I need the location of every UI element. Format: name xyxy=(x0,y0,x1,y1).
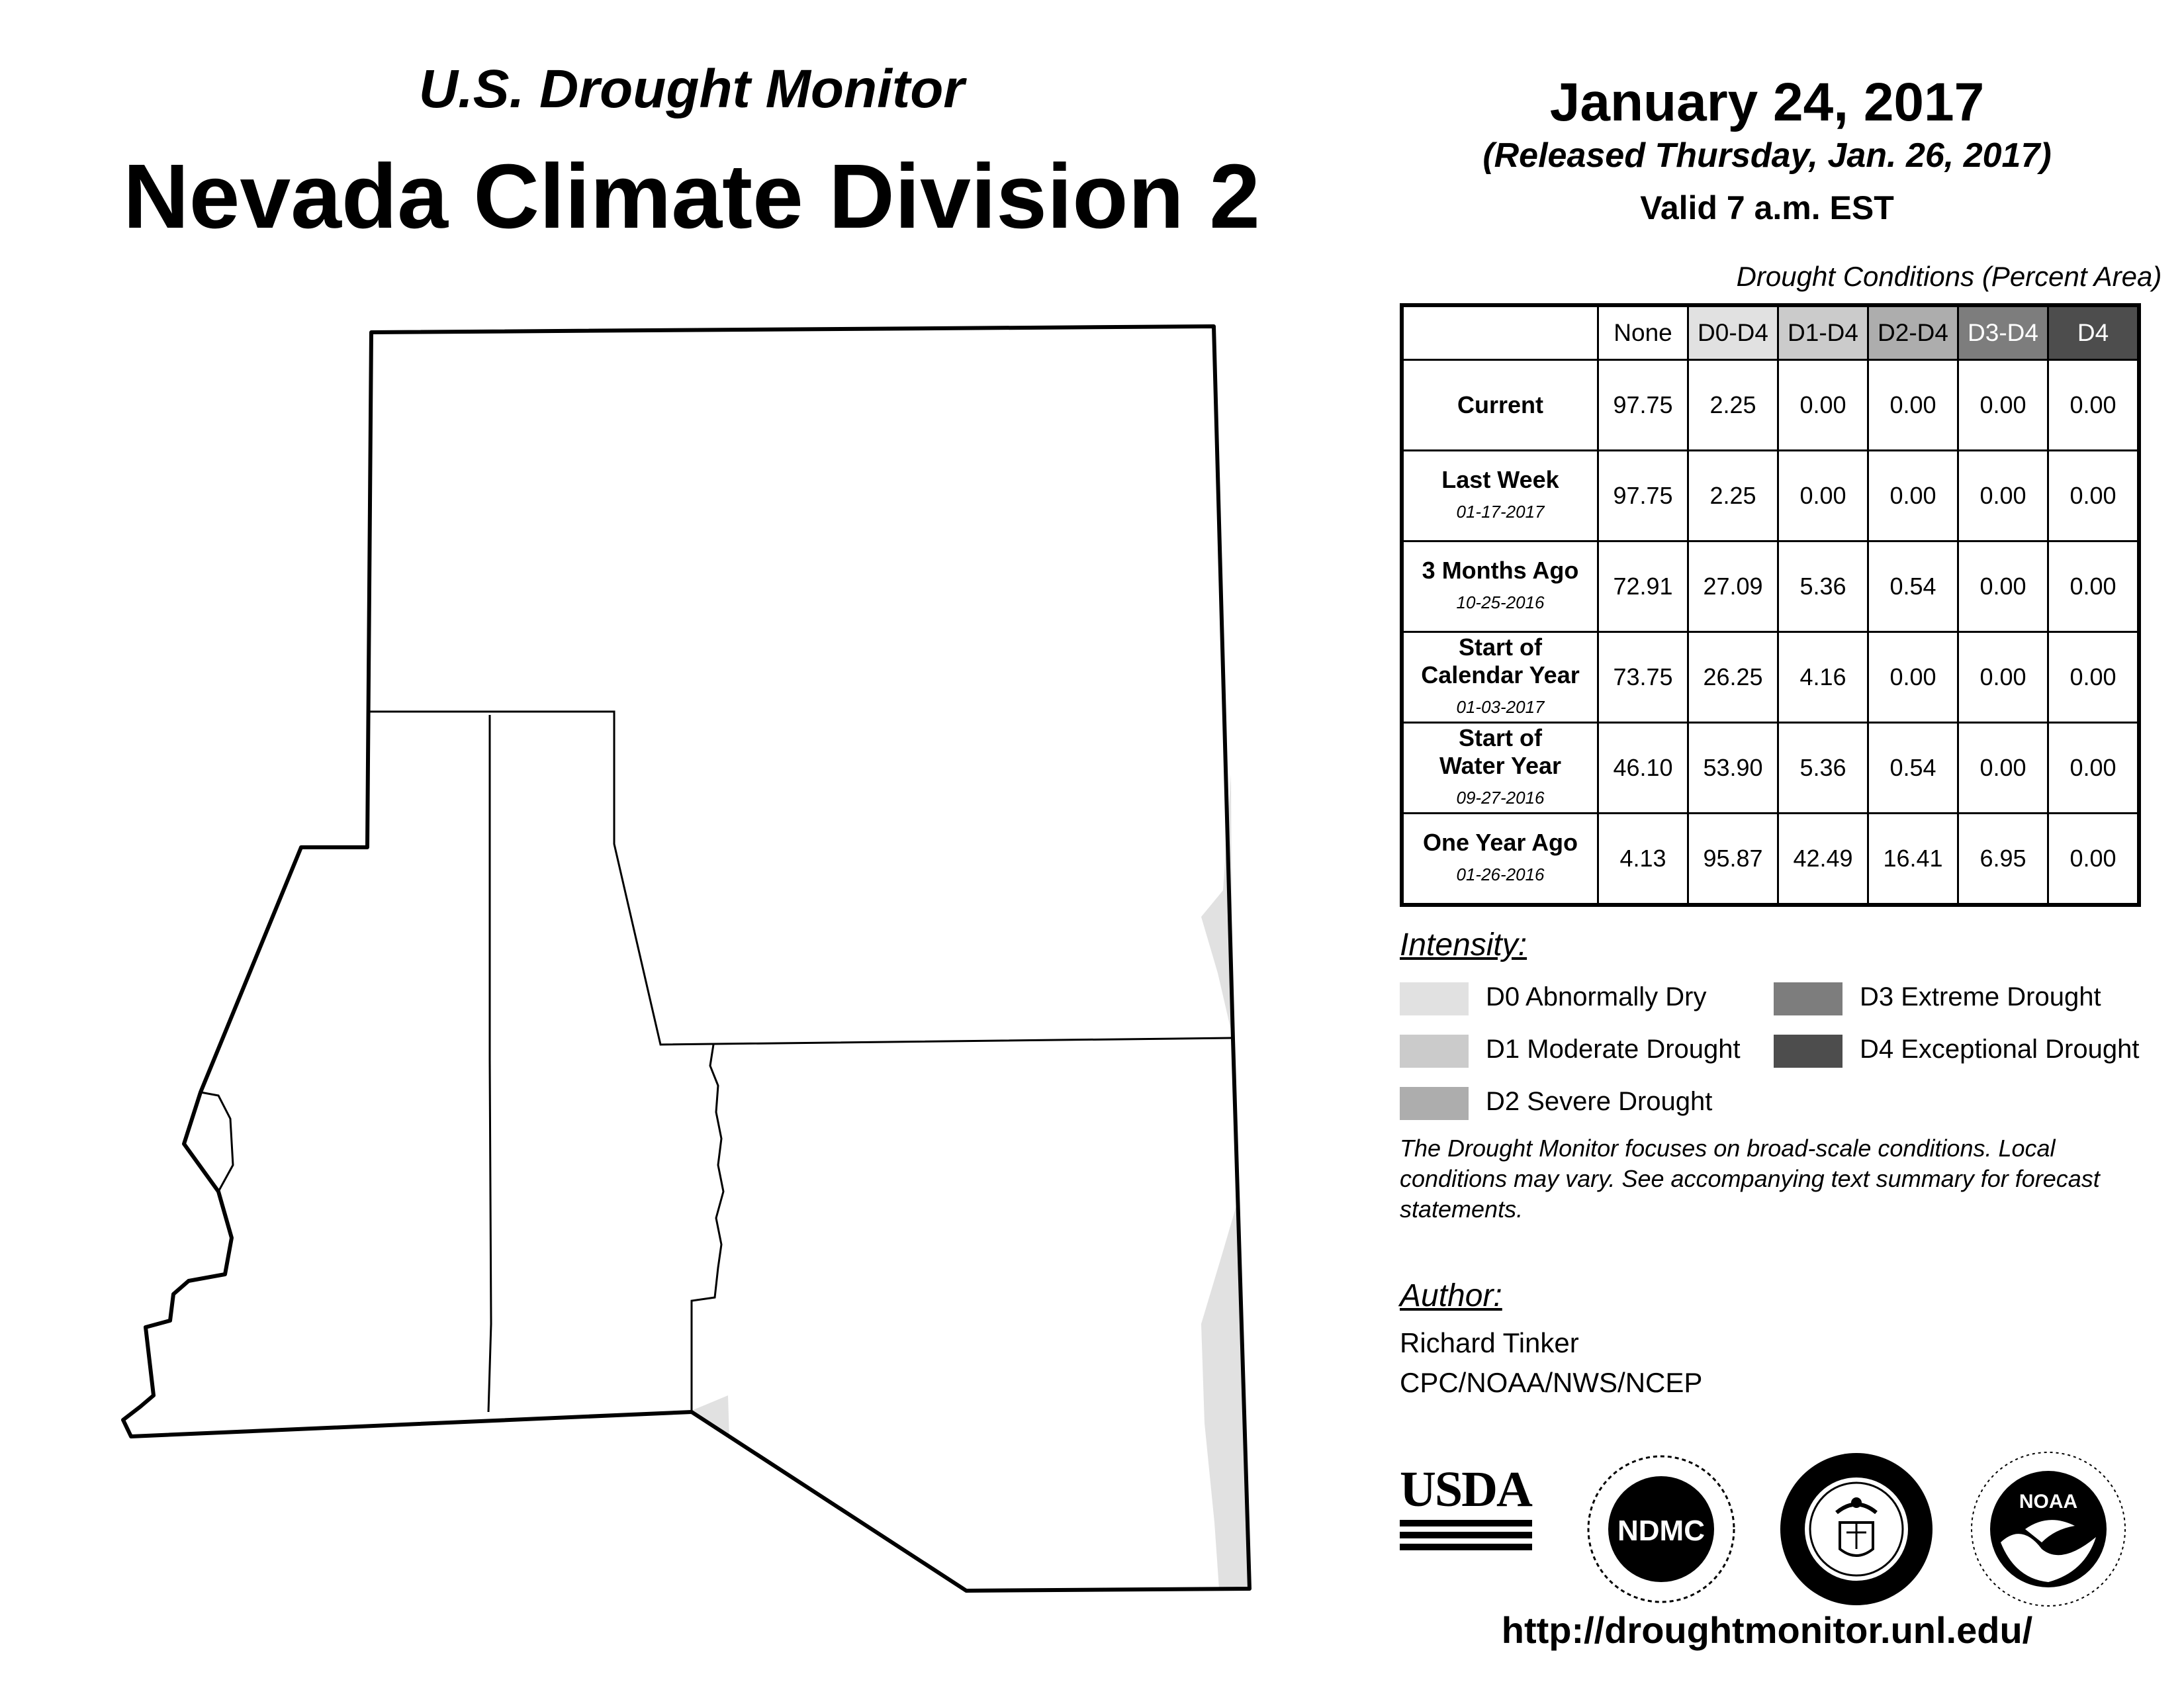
disclaimer-note: The Drought Monitor focuses on broad-scale conditions. Local conditions may vary. See accompanying text summary for forecast statements. xyxy=(1400,1135,2100,1223)
row-label xyxy=(1402,814,1598,906)
cell-value: 0.00 xyxy=(2048,723,2140,814)
row-label-text: Current xyxy=(1457,391,1543,418)
county-line-east xyxy=(692,1045,723,1412)
map-subtitle: U.S. Drought Monitor xyxy=(418,59,965,119)
cell-value: 5.36 xyxy=(1778,541,1868,632)
cell-value: 97.75 xyxy=(1598,360,1688,451)
row-label-text-2: Water Year xyxy=(1439,752,1562,779)
cell-value: 53.90 xyxy=(1688,723,1778,814)
valid-time: Valid 7 a.m. EST xyxy=(1640,189,1894,226)
col-d1-d4: D1-D4 xyxy=(1778,305,1868,360)
county-line-central xyxy=(488,715,491,1412)
row-label-text: 3 Months Ago xyxy=(1422,557,1579,584)
cell-value: 4.13 xyxy=(1598,814,1688,906)
cell-value: 0.00 xyxy=(2048,632,2140,723)
legend-swatch-d0 xyxy=(1400,982,1469,1015)
cell-value: 0.00 xyxy=(2048,360,2140,451)
cell-value: 46.10 xyxy=(1598,723,1688,814)
ndmc-logo xyxy=(1585,1453,1737,1605)
author-title: Author: xyxy=(1400,1278,1502,1313)
legend-swatch-d4 xyxy=(1774,1035,1843,1068)
cell-value: 0.00 xyxy=(2048,541,2140,632)
county-line-north xyxy=(369,712,1232,1045)
cell-value: 5.36 xyxy=(1778,723,1868,814)
cell-value: 0.00 xyxy=(1958,451,2048,541)
cell-value: 97.75 xyxy=(1598,451,1688,541)
table-row xyxy=(1402,814,2139,906)
row-label xyxy=(1402,723,1598,814)
cell-value: 2.25 xyxy=(1688,451,1778,541)
row-date: 01-03-2017 xyxy=(1456,697,1545,717)
legend-label-d0: D0 Abnormally Dry xyxy=(1486,982,1707,1011)
cell-value: 26.25 xyxy=(1688,632,1778,723)
row-label xyxy=(1402,541,1598,632)
cell-value: 0.00 xyxy=(1958,723,2048,814)
legend-label-d1: D1 Moderate Drought xyxy=(1486,1035,1741,1064)
cell-value: 72.91 xyxy=(1598,541,1688,632)
table-header-row xyxy=(1402,305,2139,360)
table-row xyxy=(1402,723,2139,814)
release-date: (Released Thursday, Jan. 26, 2017) xyxy=(1482,136,2052,175)
cell-value: 73.75 xyxy=(1598,632,1688,723)
author-name: Richard Tinker xyxy=(1400,1327,1579,1358)
cell-value: 0.54 xyxy=(1868,541,1958,632)
row-label xyxy=(1402,632,1598,723)
cell-value: 16.41 xyxy=(1868,814,1958,906)
cell-value: 0.00 xyxy=(1958,632,2048,723)
intensity-title: Intensity: xyxy=(1400,927,1527,962)
cell-value: 0.00 xyxy=(2048,451,2140,541)
row-label-text: Start of xyxy=(1459,724,1542,751)
row-label-text: Start of xyxy=(1459,633,1542,661)
legend-swatch-d1 xyxy=(1400,1035,1469,1068)
cell-value: 42.49 xyxy=(1778,814,1868,906)
col-d3-d4: D3-D4 xyxy=(1958,305,2048,360)
cell-value: 0.54 xyxy=(1868,723,1958,814)
legend-label-d4: D4 Exceptional Drought xyxy=(1860,1035,2140,1064)
legend-label-d3: D3 Extreme Drought xyxy=(1860,982,2101,1011)
svg-text:NDMC: NDMC xyxy=(1617,1515,1705,1547)
row-label-text: One Year Ago xyxy=(1422,829,1578,856)
col-d0-d4: D0-D4 xyxy=(1688,305,1778,360)
cell-value: 0.00 xyxy=(1868,632,1958,723)
cell-value: 0.00 xyxy=(1868,360,1958,451)
header-blank xyxy=(1402,305,1598,360)
col-d2-d4: D2-D4 xyxy=(1868,305,1958,360)
division-outline xyxy=(123,326,1250,1591)
cell-value: 0.00 xyxy=(1778,451,1868,541)
row-label-text-2: Calendar Year xyxy=(1421,661,1580,688)
cell-value: 0.00 xyxy=(2048,814,2140,906)
row-label xyxy=(1402,360,1598,451)
table-row xyxy=(1402,360,2139,451)
col-none: None xyxy=(1598,305,1688,360)
cell-value: 0.00 xyxy=(1958,541,2048,632)
cell-value: 4.16 xyxy=(1778,632,1868,723)
legend-label-d2: D2 Severe Drought xyxy=(1486,1087,1713,1116)
cell-value: 6.95 xyxy=(1958,814,2048,906)
row-date: 10-25-2016 xyxy=(1456,592,1545,612)
commerce-seal xyxy=(1777,1450,1936,1609)
usda-logo: USDA xyxy=(1400,1464,1532,1550)
website-url[interactable]: http://droughtmonitor.unl.edu/ xyxy=(1501,1609,2033,1651)
author-org: CPC/NOAA/NWS/NCEP xyxy=(1400,1367,1703,1398)
table-caption: Drought Conditions (Percent Area) xyxy=(1736,261,2162,292)
legend-swatch-d2 xyxy=(1400,1087,1469,1120)
table-row xyxy=(1402,632,2139,723)
svg-text:NOAA: NOAA xyxy=(2019,1491,2078,1513)
row-date: 01-17-2017 xyxy=(1456,502,1545,522)
noaa-logo xyxy=(1969,1450,2128,1609)
row-date: 01-26-2016 xyxy=(1456,865,1545,884)
cell-value: 0.00 xyxy=(1778,360,1868,451)
row-date: 09-27-2016 xyxy=(1456,788,1545,808)
cell-value: 2.25 xyxy=(1688,360,1778,451)
table-row xyxy=(1402,451,2139,541)
cell-value: 0.00 xyxy=(1868,451,1958,541)
map-title: Nevada Climate Division 2 xyxy=(123,146,1260,248)
map-date: January 24, 2017 xyxy=(1549,72,1985,132)
col-d4: D4 xyxy=(2048,305,2140,360)
row-label xyxy=(1402,451,1598,541)
drought-conditions-table xyxy=(1400,303,2141,907)
cell-value: 0.00 xyxy=(1958,360,2048,451)
table-row xyxy=(1402,541,2139,632)
cell-value: 27.09 xyxy=(1688,541,1778,632)
cell-value: 95.87 xyxy=(1688,814,1778,906)
legend-swatch-d3 xyxy=(1774,982,1843,1015)
row-label-text: Last Week xyxy=(1441,466,1559,493)
